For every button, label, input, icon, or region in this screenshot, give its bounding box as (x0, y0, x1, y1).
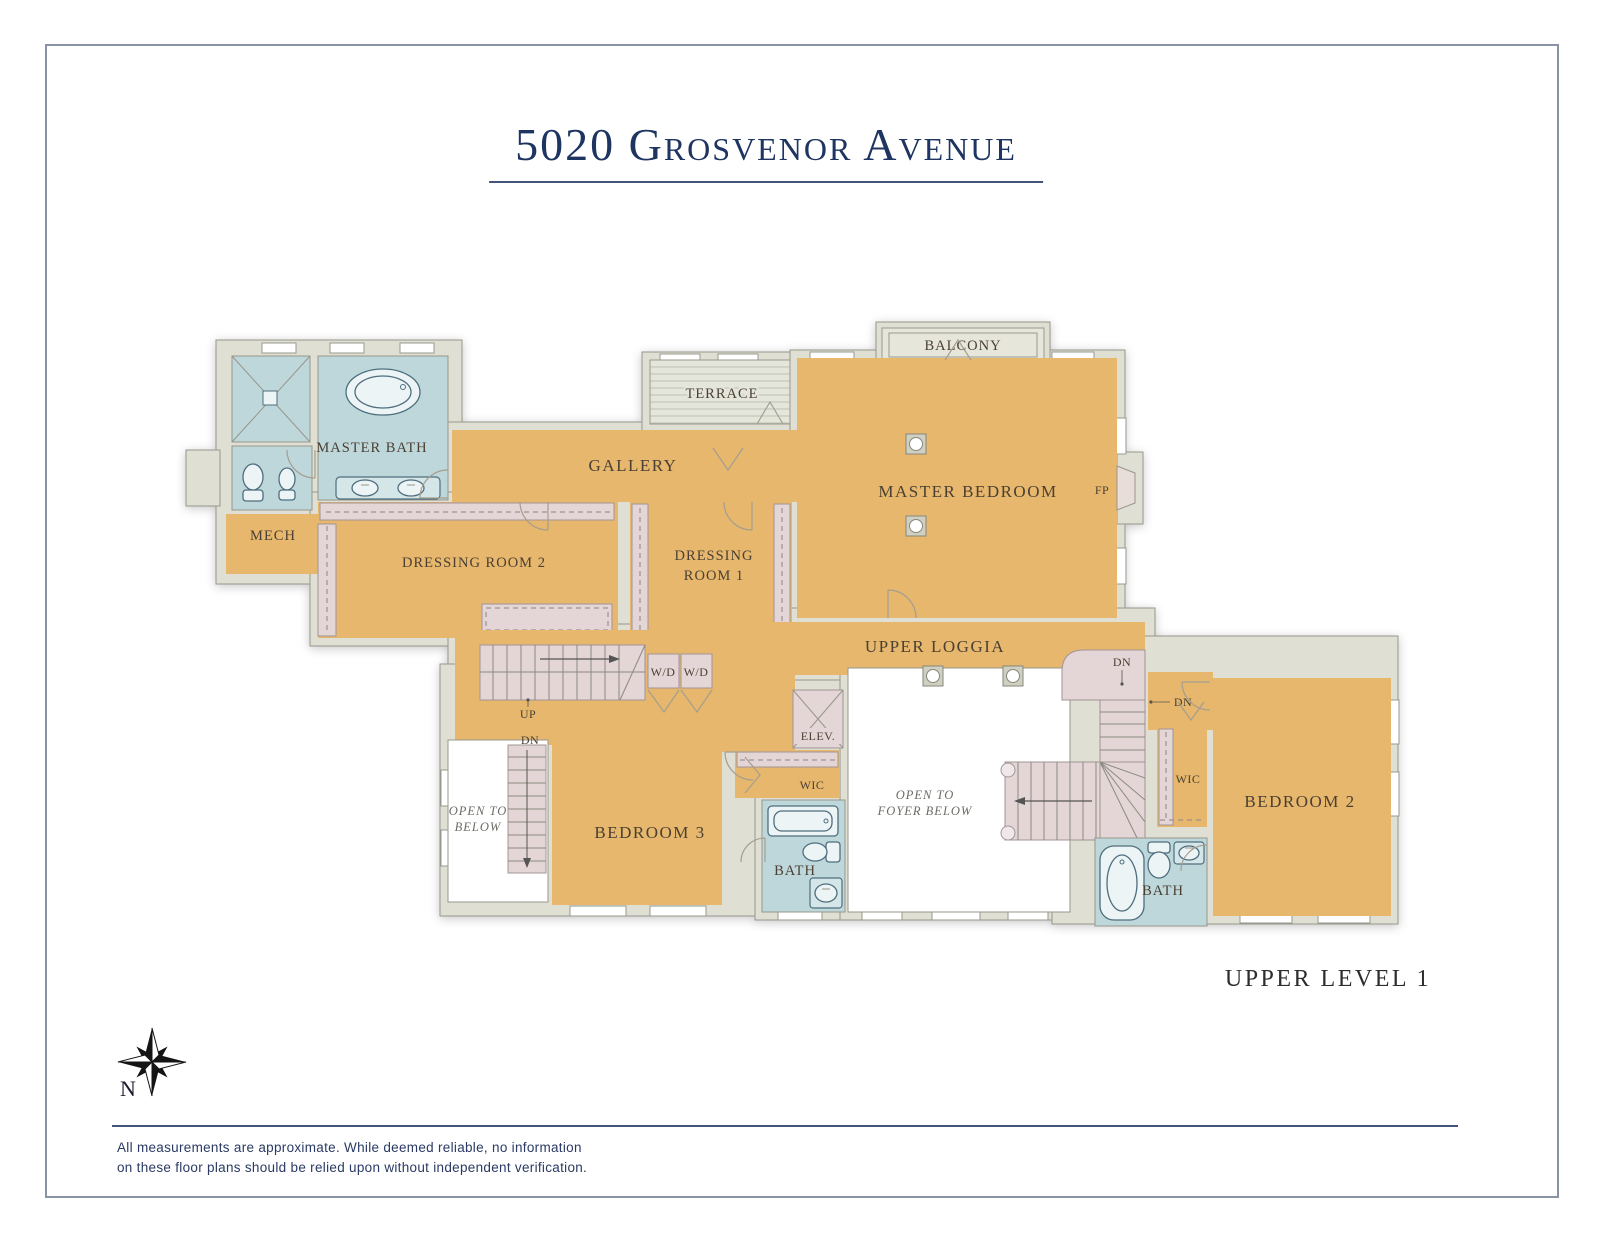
room-dressing-1 (630, 502, 792, 638)
label-washer-dryer-1: W/D (650, 665, 676, 679)
label-washer-dryer-2: W/D (683, 665, 709, 679)
compass-north-label: N (120, 1076, 136, 1101)
label-upper-loggia: UPPER LOGGIA (864, 637, 1006, 656)
label-bath-bedroom2: BATH (1142, 883, 1184, 899)
label-up: UP (519, 707, 537, 721)
room-bedroom-2 (1213, 678, 1391, 916)
bathtub-icon (768, 806, 838, 836)
room-mech (226, 514, 320, 574)
page-title: 5020 Grosvenor Avenue (489, 118, 1043, 183)
label-master-bath: MASTER BATH (316, 440, 428, 456)
room-wic-bedroom2 (1157, 727, 1207, 827)
label-dressing-1-line1: DRESSING (674, 548, 754, 564)
label-wic-bedroom3: WIC (799, 778, 825, 792)
double-vanity-icon (336, 477, 440, 499)
toilet-icon (803, 842, 840, 862)
label-master-bedroom: MASTER BEDROOM (878, 482, 1058, 501)
terrace (650, 360, 790, 424)
balcony (882, 328, 1044, 362)
toilet-icon (243, 464, 263, 501)
bidet-icon (279, 468, 295, 500)
label-balcony: BALCONY (924, 338, 1002, 354)
footer-rule (112, 1125, 1458, 1127)
room-bath-bedroom3 (762, 800, 845, 912)
label-open-below-line1: OPEN TO (448, 804, 508, 818)
label-dressing-1-line2: ROOM 1 (683, 568, 745, 584)
room-dressing-2 (318, 502, 618, 638)
label-down-stair: DN (1173, 695, 1193, 709)
label-bedroom-2: BEDROOM 2 (1244, 792, 1356, 811)
bathtub-icon (1100, 846, 1144, 920)
label-elevator: ELEV. (800, 729, 836, 743)
room-wic-bedroom3 (735, 750, 840, 798)
room-water-closet (232, 446, 312, 510)
disclaimer-line-2: on these floor plans should be relied upon without independent verification. (117, 1159, 588, 1175)
label-wic-bedroom2: WIC (1175, 772, 1201, 786)
toilet-icon (1148, 842, 1170, 878)
disclaimer-line-1: All measurements are approximate. While deemed reliable, no information (117, 1140, 582, 1155)
disclaimer-text (117, 1138, 817, 1177)
label-open-foyer-line1: OPEN TO (895, 788, 955, 802)
label-terrace: TERRACE (685, 386, 759, 402)
label-bedroom-3: BEDROOM 3 (594, 823, 706, 842)
label-down-nw: DN (520, 733, 540, 747)
label-open-foyer-line2: FOYER BELOW (877, 804, 973, 818)
label-dressing-2: DRESSING ROOM 2 (402, 555, 546, 571)
open-to-below (448, 733, 548, 902)
bathtub-icon (346, 369, 420, 415)
label-down-landing: DN (1112, 655, 1132, 669)
plan-level-label: UPPER LEVEL 1 (1224, 966, 1432, 992)
elevator (793, 690, 843, 748)
label-fireplace: FP (1094, 483, 1110, 497)
room-bedroom-3 (552, 733, 722, 905)
room-master-bedroom (797, 358, 1135, 618)
label-gallery: GALLERY (588, 456, 678, 475)
room-shower (232, 356, 310, 442)
label-bath-bedroom3: BATH (774, 863, 816, 879)
label-mech: MECH (250, 528, 296, 544)
label-open-below-line2: BELOW (454, 820, 502, 834)
sink-icon (810, 878, 842, 908)
room-gallery (452, 430, 800, 502)
